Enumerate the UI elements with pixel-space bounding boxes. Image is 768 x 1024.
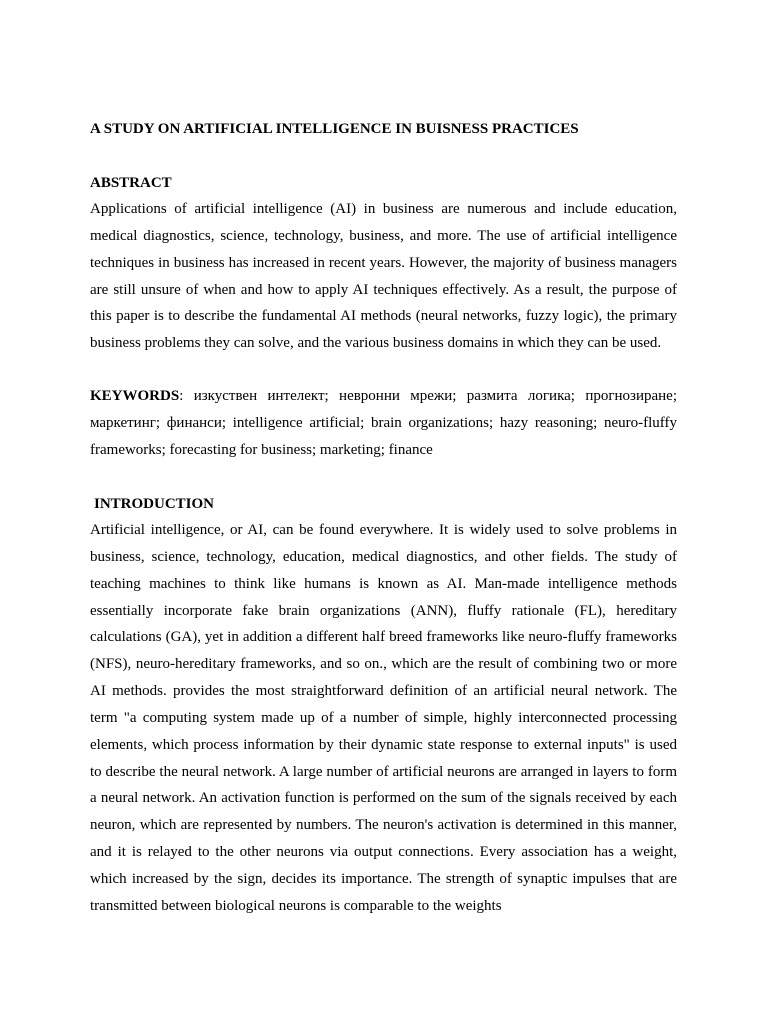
document-page bbox=[90, 0, 677, 1024]
document-title: A STUDY ON ARTIFICIAL INTELLIGENCE IN BUISNESS PRACTICES bbox=[90, 121, 579, 137]
abstract-text: Applications of artificial intelligence (AI) in business are numerous and include education, medical diagnostics, science, technology, business, and more. The use of artificial intelligence techniques in business has increased in recent years. However, the majority of business managers are still unsure of when and how to apply AI techniques effectively. As a result, the purpose of this paper is to describe the fundamental AI methods (neural networks, fuzzy logic), the primary business problems they can solve, and the various business domains in which they can be used. bbox=[90, 201, 677, 352]
introduction-text: Artificial intelligence, or AI, can be found everywhere. It is widely used to solve problems in business, science, technology, education, medical diagnostics, and other fields. The study of teaching machines to think like humans is known as AI. Man-made intelligence methods essentially incorporate fake brain organizations (ANN), fluffy rationale (FL), hereditary calculations (GA), yet in addition a different half breed frameworks like neuro-fluffy frameworks (NFS), neuro-hereditary frameworks, and so on., which are the result of combining two or more AI methods. provides the most straightforward definition of an artificial neural network. The term "a computing system made up of a number of simple, highly interconnected processing elements, which process information by their dynamic state response to external inputs" is used to describe the neural network. A large number of artificial neurons are arranged in layers to form a neural network. An activation function is performed on the sum of the signals received by each neuron, which are represented by numbers. The neuron's activation is determined in this manner, and it is relayed to the other neurons via output connections. Every association has a weight, which increased by the sign, decides its importance. The strength of synaptic impulses that are transmitted between biological neurons is comparable to the weights bbox=[90, 522, 677, 914]
abstract-heading: ABSTRACT bbox=[90, 175, 172, 191]
keywords-label: KEYWORDS bbox=[90, 388, 180, 404]
keywords-paragraph bbox=[90, 383, 677, 464]
introduction-heading: INTRODUCTION bbox=[94, 496, 215, 512]
keywords-text: : изкуствен интелект; невронни мрежи; размита логика; прогнозиране; маркетинг; финанси; intelligence artificial; brain organizations; hazy reasoning; neuro-fluffy frameworks; forecasting for business; marketing; finance bbox=[90, 388, 677, 458]
